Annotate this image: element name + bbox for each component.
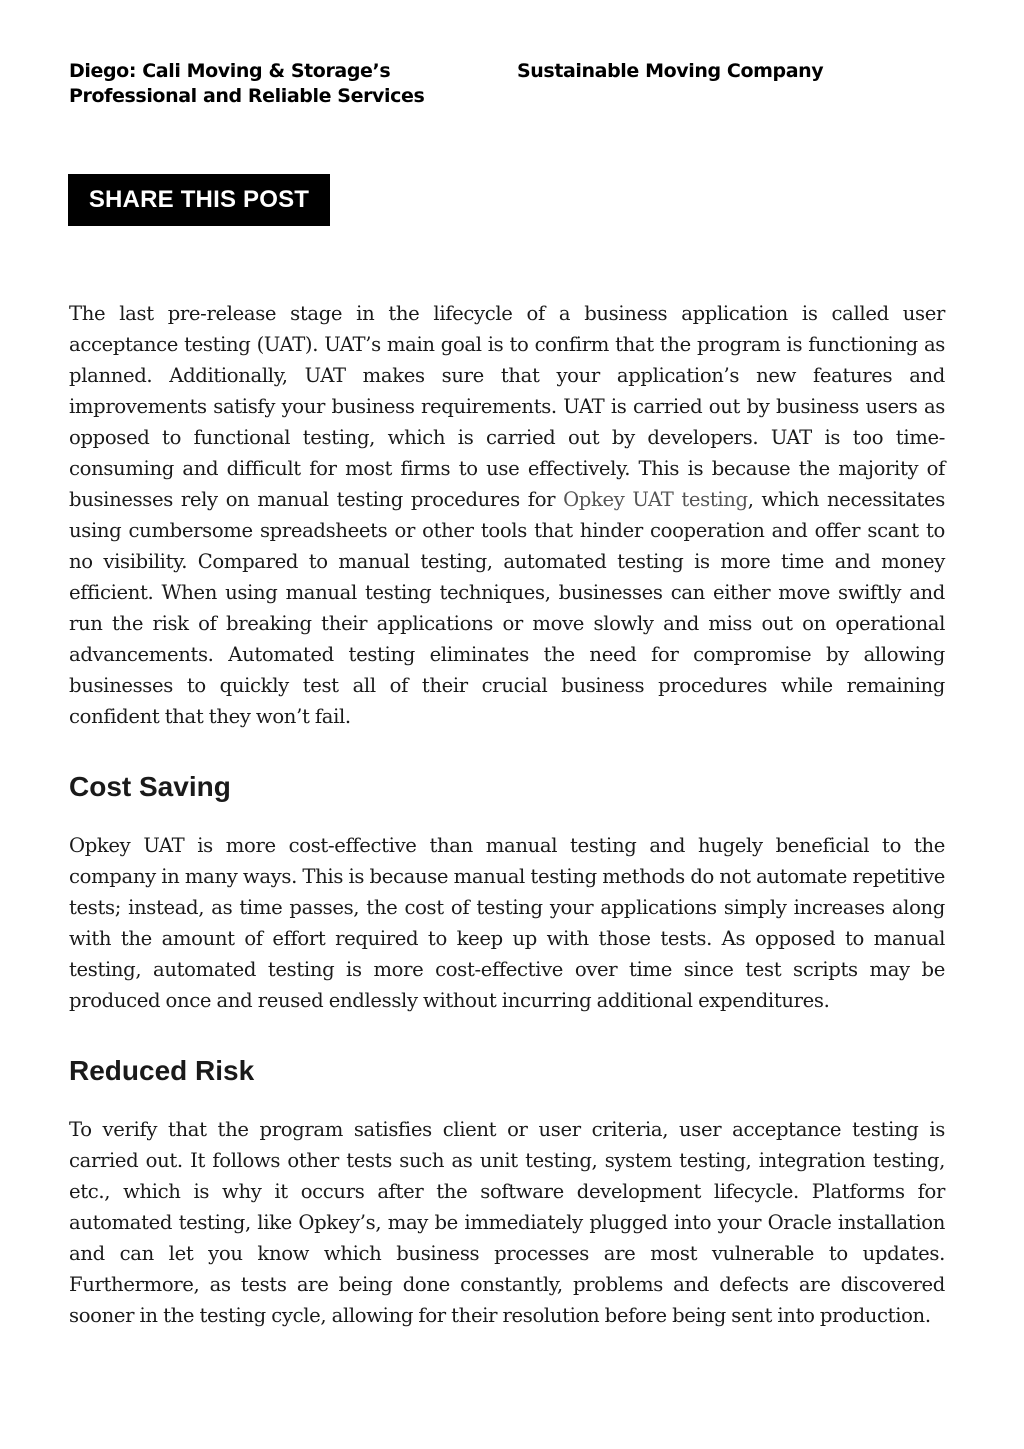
section-heading-cost-saving: Cost Saving — [69, 771, 231, 802]
related-posts-nav — [69, 59, 949, 109]
share-this-post-button[interactable]: SHARE THIS POST — [68, 174, 330, 226]
section-heading-reduced-risk: Reduced Risk — [69, 1055, 255, 1086]
intro-text-before-link: The last pre-release stage in the lifecycle of a business application is called user acceptance testing (UAT). UAT’s main goal is to confirm that the program is functioning as planned. Additionally, UAT makes sure that your application’s new features and improvements satisfy your business requirements. UAT is carried out by business users as opposed to functional testing, which is carried out by developers. UAT is too time-consuming and difficult for most firms to use effectively. This is because the majority of businesses rely on manual testing procedures for — [69, 302, 945, 511]
related-post-link-next[interactable]: Sustainable Moving Company — [517, 60, 824, 82]
intro-text-after-link: , which necessitates using cumbersome spreadsheets or other tools that hinder cooperation and offer scant to no visibility. Compared to manual testing, automated testing is more time and money efficient. When using manual testing techniques, businesses can either move swiftly and run the risk of breaking their applications or move slowly and miss out on operational advancements. Automated testing eliminates the need for compromise by allowing businesses to quickly test all of their crucial business procedures while remaining confident that they won’t fail. — [69, 488, 946, 728]
intro-paragraph — [69, 298, 945, 732]
related-post-link-previous[interactable]: Diego: Cali Moving & Storage’s Professional and Reliable Services — [69, 60, 425, 107]
section-body-reduced-risk: To verify that the program satisfies client or user criteria, user acceptance testing is carried out. It follows other tests such as unit testing, system testing, integration testing, etc., which is why it occurs after the software development lifecycle. Platforms for automated testing, like Opkey’s, may be immediately plugged into your Oracle installation and can let you know which business processes are most vulnerable to updates. Furthermore, as tests are being done constantly, problems and defects are discovered sooner in the testing cycle, allowing for their resolution before being sent into production. — [69, 1118, 945, 1327]
opkey-uat-testing-link[interactable]: Opkey UAT testing — [563, 488, 748, 511]
section-body-cost-saving: Opkey UAT is more cost-effective than manual testing and hugely beneficial to the company in many ways. This is because manual testing methods do not automate repetitive tests; instead, as time passes, the cost of testing your applications simply increases along with the amount of effort required to keep up with those tests. As opposed to manual testing, automated testing is more cost-effective over time since test scripts may be produced once and reused endlessly without incurring additional expenditures. — [69, 834, 945, 1012]
article-body — [69, 298, 945, 1331]
